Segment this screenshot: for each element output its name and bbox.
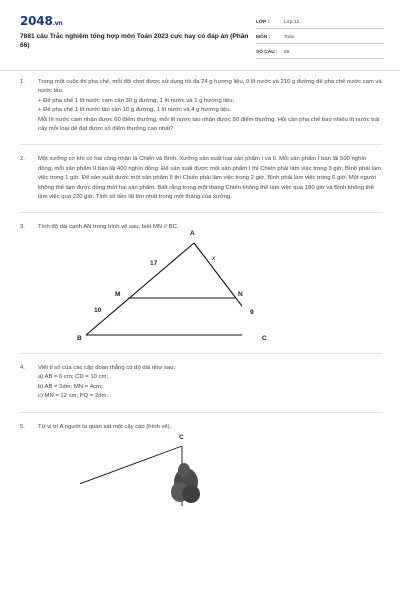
tree-canopy-icon — [178, 463, 190, 477]
question-number: 4. — [20, 364, 25, 371]
logo-suffix: .vn — [52, 20, 63, 27]
tree-diagram — [80, 433, 280, 506]
length-mb-label: 10 — [94, 306, 102, 314]
site-logo[interactable] — [20, 14, 62, 28]
header-divider — [0, 70, 400, 71]
meta-value: 69 — [284, 50, 290, 55]
question-text: Viết tỉ số của các cặp đoạn thẳng có độ dài như sau: — [38, 364, 176, 371]
side-ab — [86, 243, 194, 335]
point-b-label: B — [77, 334, 82, 342]
question-text: + Để pha chế 1 lít nước cam cần 30 g đường, 1 lít nước và 1 g hương liệu; — [38, 97, 235, 104]
logo-text: 2048 — [20, 14, 53, 28]
question-number: 2. — [20, 156, 25, 163]
question-divider — [20, 144, 382, 145]
question-4 — [20, 364, 382, 402]
question-text: Trong một cuộc thi pha chế, mỗi đội chơi được sử dụng tối đa 24 g hương liệu, 9 lít nước và 210 g đường để pha chế nước cam và nước táo. — [38, 79, 382, 95]
question-1 — [20, 78, 382, 134]
side-ac — [194, 243, 242, 335]
triangle-diagram — [42, 235, 242, 343]
question-text: Mỗi lít nước cam nhận được 60 điểm thưởng, mỗi lít nước táo nhận được 80 điểm thưởng. Hỏi cần pha chế bao nhiêu lít nước trái cây mỗi loại để đạt được số điểm thưởng cao nhất? — [38, 116, 380, 133]
meta-value: Lớp 12 — [284, 20, 300, 25]
meta-value: Toán — [284, 35, 295, 40]
question-divider — [20, 212, 382, 213]
question-3 — [20, 223, 382, 232]
meta-row-subject — [256, 30, 384, 44]
tree-figure — [80, 433, 280, 506]
tree-canopy-icon — [182, 485, 200, 503]
line-of-sight — [80, 446, 182, 506]
question-option-b: b) AB = 2dm; MN = 4cm; — [38, 383, 103, 390]
page-title: 7881 câu Trắc nghiệm tổng hợp môn Toán 2023 cực hay có đáp án (Phần 66) — [20, 33, 249, 49]
question-text: Từ vị trí A người ta quan sát một cây cao (hình vẽ). — [38, 423, 172, 430]
meta-info — [256, 15, 384, 60]
point-c-label: C — [262, 334, 267, 342]
meta-label: LỚP : — [256, 20, 270, 25]
question-2 — [20, 155, 382, 202]
meta-label: MÔN : — [256, 35, 271, 40]
question-option-c: c) MN = 12 cm; PQ = 2dm. — [38, 393, 109, 400]
question-divider — [20, 353, 382, 354]
meta-row-count — [256, 45, 384, 59]
question-text: Một xưởng cơ khí có hai công nhân là Chiến và Bình. Xưởng sản xuất loại sản phẩm I và II. Mỗi sản phẩm I bán lãi 500 nghìn đồng, mỗi sản phẩm II bán lãi 400 nghìn đồng. Để sản xuất được một sản phẩm I thì Chiến phải làm việc trong 3 giờ, Bình phải làm việc trong 1 giờ. Để sản xuất được một sản phẩm II thì Chiến phải làm việc trong 2 giờ, Bình phải làm việc trong 6 giờ. Một người không thể làm được đồng thời hai sản phẩm. Biết rằng trong một tháng Chiến không thể làm việc quá 180 giờ và Bình không thể làm việc quá 220 giờ. Tính số tiền lãi lớn nhất trong một tháng của xưởng. — [38, 156, 382, 201]
question-divider — [20, 412, 382, 413]
question-list — [20, 78, 382, 506]
question-text: + Để pha chế 1 lít nước táo cần 10 g đường, 1 lít nước và 4 g hương liệu. — [38, 107, 232, 114]
question-text: Tính độ dài cạnh AN trong hình vẽ sau, biết MN // BC. — [38, 224, 179, 231]
length-an-label: x — [212, 254, 216, 262]
triangle-figure — [42, 229, 267, 343]
point-m-label: M — [115, 290, 121, 298]
point-a-label: A — [190, 229, 195, 237]
meta-label: SỐ CÂU : — [256, 50, 278, 55]
question-5 — [20, 423, 382, 432]
meta-row-class — [256, 15, 384, 29]
question-number: 5. — [20, 423, 25, 430]
question-number: 3. — [20, 224, 25, 231]
point-c-label: C — [179, 433, 184, 441]
point-n-label: N — [238, 290, 243, 298]
length-nc-label: 9 — [250, 308, 254, 316]
question-number: 1. — [20, 79, 25, 85]
length-am-label: 17 — [150, 259, 158, 267]
question-option-a: a) AB = 6 cm; CD = 10 cm; — [38, 374, 109, 381]
page-header — [0, 0, 400, 64]
